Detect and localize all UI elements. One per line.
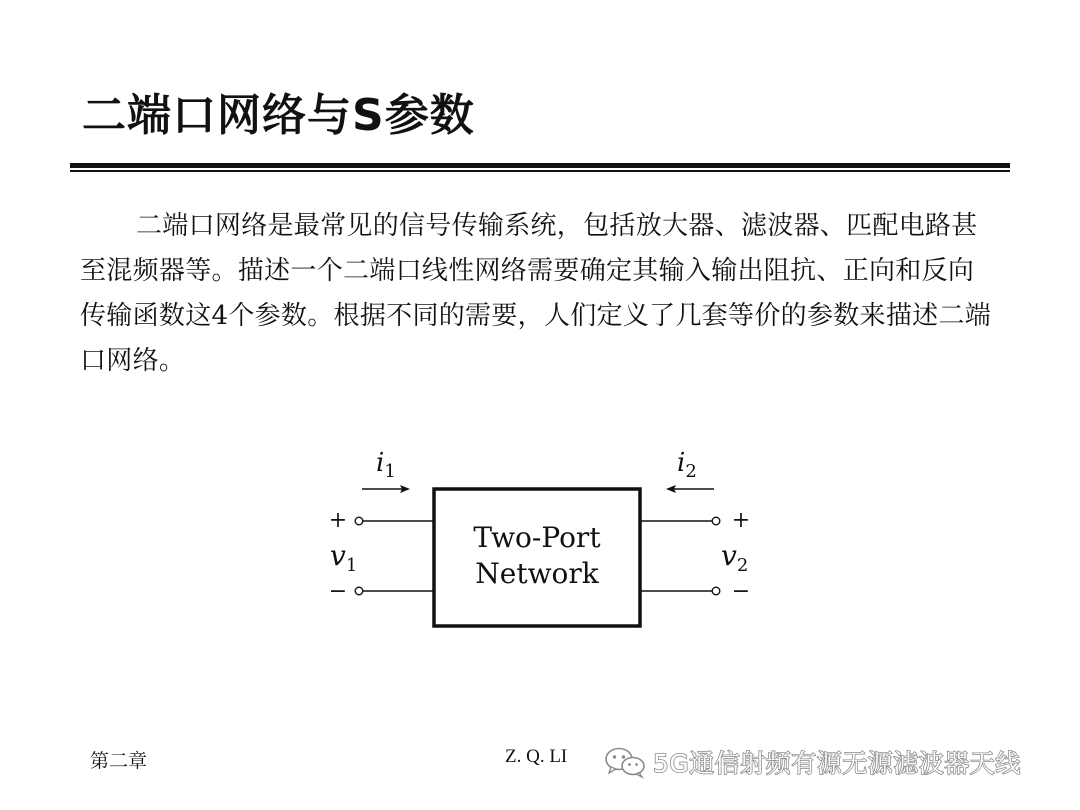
- title-divider-thick: [70, 163, 1010, 168]
- left-top-terminal: [355, 517, 363, 525]
- i1-arrow: [362, 485, 410, 493]
- slide-title: 二端口网络与S参数: [82, 90, 475, 141]
- network-label-line1: Two-Port: [473, 521, 601, 554]
- left-plus-sign: +: [328, 508, 348, 533]
- i2-label: i2: [677, 448, 697, 482]
- title-divider-thin: [70, 170, 1010, 172]
- v1-label: v1: [330, 539, 358, 576]
- watermark: [603, 744, 1021, 780]
- right-minus-sign: −: [731, 579, 751, 604]
- wechat-icon: [603, 745, 647, 779]
- two-port-network-diagram: [300, 445, 790, 645]
- i2-arrow: [666, 485, 714, 493]
- i1-label: i1: [376, 448, 396, 482]
- watermark-text: 5G通信射频有源无源滤波器天线: [653, 749, 1021, 778]
- left-minus-sign: −: [328, 579, 348, 604]
- right-plus-sign: +: [731, 508, 751, 533]
- left-bottom-terminal: [355, 587, 363, 595]
- v2-label: v2: [721, 539, 749, 576]
- right-top-terminal: [712, 517, 720, 525]
- body-paragraph: 二端口网络是最常见的信号传输系统，包括放大器、滤波器、匹配电路甚至混频器等。描述一个二端口线性网络需要确定其输入输出阻抗、正向和反向传输函数这4个参数。根据不同的需要，人们定义了几套等价的参数来描述二端口网络。: [80, 211, 992, 376]
- right-bottom-terminal: [712, 587, 720, 595]
- footer-chapter: 第二章: [90, 750, 148, 772]
- network-label-line2: Network: [475, 557, 599, 590]
- footer-author: Z. Q. LI: [505, 746, 568, 767]
